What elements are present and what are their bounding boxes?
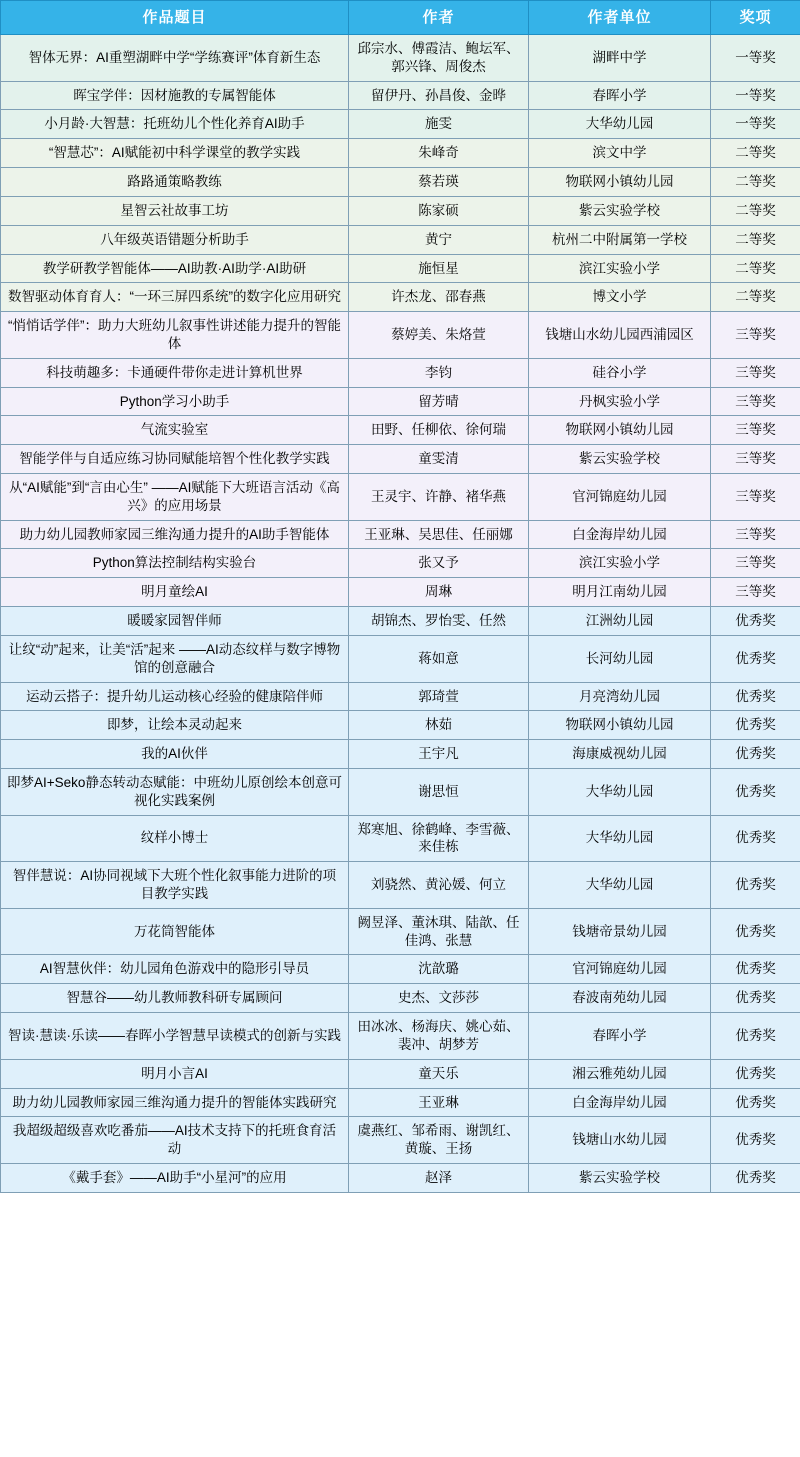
table-row bbox=[1, 139, 800, 168]
cell-author: 黄宁 bbox=[349, 225, 529, 254]
cell-title: 即梦AI+Seko静态转动态赋能：中班幼儿原创绘本创意可视化实践案例 bbox=[1, 768, 349, 815]
cell-award: 二等奖 bbox=[711, 283, 800, 312]
table-row bbox=[1, 862, 800, 909]
cell-award: 优秀奖 bbox=[711, 984, 800, 1013]
table-body bbox=[1, 35, 800, 1193]
table-row bbox=[1, 682, 800, 711]
cell-unit: 春晖小学 bbox=[529, 81, 711, 110]
table-row bbox=[1, 955, 800, 984]
cell-author: 谢思恒 bbox=[349, 768, 529, 815]
column-header-title: 作品题目 bbox=[1, 1, 349, 35]
cell-author: 史杰、文莎莎 bbox=[349, 984, 529, 1013]
cell-title: 《戴手套》——AI助手“小星河”的应用 bbox=[1, 1163, 349, 1192]
table-row bbox=[1, 110, 800, 139]
cell-award: 优秀奖 bbox=[711, 682, 800, 711]
cell-award: 二等奖 bbox=[711, 168, 800, 197]
cell-title: Python学习小助手 bbox=[1, 387, 349, 416]
cell-unit: 海康威视幼儿园 bbox=[529, 740, 711, 769]
table-header bbox=[1, 1, 800, 35]
cell-unit: 大华幼儿园 bbox=[529, 110, 711, 139]
cell-unit: 滨江实验小学 bbox=[529, 549, 711, 578]
cell-title: 从“AI赋能”到“言由心生” ——AI赋能下大班语言活动《高兴》的应用场景 bbox=[1, 474, 349, 521]
cell-unit: 白金海岸幼儿园 bbox=[529, 1088, 711, 1117]
cell-award: 优秀奖 bbox=[711, 955, 800, 984]
column-header-award: 奖项 bbox=[711, 1, 800, 35]
table-row bbox=[1, 768, 800, 815]
cell-author: 胡锦杰、罗怡雯、任然 bbox=[349, 607, 529, 636]
cell-author: 王灵宇、许静、褚华燕 bbox=[349, 474, 529, 521]
cell-author: 留伊丹、孙昌俊、金晔 bbox=[349, 81, 529, 110]
table-row bbox=[1, 196, 800, 225]
cell-author: 蒋如意 bbox=[349, 635, 529, 682]
table-row bbox=[1, 1163, 800, 1192]
table-row bbox=[1, 711, 800, 740]
cell-award: 优秀奖 bbox=[711, 862, 800, 909]
cell-author: 邱宗水、傅霞洁、鲍坛军、郭兴锋、周俊杰 bbox=[349, 35, 529, 82]
table-row bbox=[1, 35, 800, 82]
cell-title: 小月龄·大智慧：托班幼儿个性化养育AI助手 bbox=[1, 110, 349, 139]
cell-unit: 紫云实验学校 bbox=[529, 1163, 711, 1192]
cell-award: 三等奖 bbox=[711, 416, 800, 445]
table-row bbox=[1, 1088, 800, 1117]
cell-title: “悄悄话学伴”：助力大班幼儿叙事性讲述能力提升的智能体 bbox=[1, 312, 349, 359]
cell-award: 优秀奖 bbox=[711, 1013, 800, 1060]
cell-title: 数智驱动体育育人：“一环三屏四系统”的数字化应用研究 bbox=[1, 283, 349, 312]
column-header-author: 作者 bbox=[349, 1, 529, 35]
cell-title: 明月童绘AI bbox=[1, 578, 349, 607]
cell-award: 二等奖 bbox=[711, 225, 800, 254]
table-row bbox=[1, 815, 800, 862]
table-row bbox=[1, 740, 800, 769]
cell-author: 施恒星 bbox=[349, 254, 529, 283]
cell-award: 优秀奖 bbox=[711, 1163, 800, 1192]
cell-author: 许杰龙、邵春燕 bbox=[349, 283, 529, 312]
cell-award: 二等奖 bbox=[711, 254, 800, 283]
cell-unit: 官河锦庭幼儿园 bbox=[529, 955, 711, 984]
cell-award: 优秀奖 bbox=[711, 815, 800, 862]
table-row bbox=[1, 445, 800, 474]
cell-title: 明月小言AI bbox=[1, 1059, 349, 1088]
cell-unit: 春波南苑幼儿园 bbox=[529, 984, 711, 1013]
cell-author: 王宇凡 bbox=[349, 740, 529, 769]
cell-award: 三等奖 bbox=[711, 358, 800, 387]
cell-unit: 丹枫实验小学 bbox=[529, 387, 711, 416]
cell-title: 运动云搭子：提升幼儿运动核心经验的健康陪伴师 bbox=[1, 682, 349, 711]
cell-unit: 湘云雅苑幼儿园 bbox=[529, 1059, 711, 1088]
cell-award: 优秀奖 bbox=[711, 711, 800, 740]
table-row bbox=[1, 225, 800, 254]
cell-title: 智伴慧说：AI协同视域下大班个性化叙事能力进阶的项目教学实践 bbox=[1, 862, 349, 909]
cell-title: 智体无界：AI重塑湖畔中学“学练赛评”体育新生态 bbox=[1, 35, 349, 82]
cell-author: 蔡若瑛 bbox=[349, 168, 529, 197]
table-row bbox=[1, 635, 800, 682]
cell-unit: 江洲幼儿园 bbox=[529, 607, 711, 636]
cell-award: 三等奖 bbox=[711, 474, 800, 521]
cell-title: “智慧芯”：AI赋能初中科学课堂的教学实践 bbox=[1, 139, 349, 168]
cell-author: 李钧 bbox=[349, 358, 529, 387]
cell-title: 智读·慧读·乐读——春晖小学智慧早读模式的创新与实践 bbox=[1, 1013, 349, 1060]
cell-author: 田野、任柳依、徐何瑞 bbox=[349, 416, 529, 445]
cell-award: 优秀奖 bbox=[711, 1059, 800, 1088]
cell-author: 沈歆璐 bbox=[349, 955, 529, 984]
cell-unit: 滨文中学 bbox=[529, 139, 711, 168]
cell-award: 优秀奖 bbox=[711, 908, 800, 955]
table-row bbox=[1, 416, 800, 445]
cell-unit: 大华幼儿园 bbox=[529, 862, 711, 909]
cell-title: 万花筒智能体 bbox=[1, 908, 349, 955]
cell-author: 周琳 bbox=[349, 578, 529, 607]
cell-author: 郭琦萱 bbox=[349, 682, 529, 711]
cell-award: 一等奖 bbox=[711, 110, 800, 139]
cell-author: 张又予 bbox=[349, 549, 529, 578]
cell-unit: 长河幼儿园 bbox=[529, 635, 711, 682]
cell-title: 智能学伴与自适应练习协同赋能培智个性化教学实践 bbox=[1, 445, 349, 474]
cell-award: 三等奖 bbox=[711, 445, 800, 474]
cell-award: 优秀奖 bbox=[711, 768, 800, 815]
cell-author: 阙昱泽、董沐琪、陆歆、任佳鸿、张慧 bbox=[349, 908, 529, 955]
cell-title: AI智慧伙伴：幼儿园角色游戏中的隐形引导员 bbox=[1, 955, 349, 984]
cell-author: 留芳晴 bbox=[349, 387, 529, 416]
cell-unit: 钱塘帝景幼儿园 bbox=[529, 908, 711, 955]
cell-award: 优秀奖 bbox=[711, 740, 800, 769]
cell-unit: 明月江南幼儿园 bbox=[529, 578, 711, 607]
cell-unit: 紫云实验学校 bbox=[529, 196, 711, 225]
cell-award: 优秀奖 bbox=[711, 607, 800, 636]
table-header-row bbox=[1, 1, 800, 35]
cell-title: 助力幼儿园教师家园三维沟通力提升的智能体实践研究 bbox=[1, 1088, 349, 1117]
cell-title: 八年级英语错题分析助手 bbox=[1, 225, 349, 254]
cell-unit: 物联网小镇幼儿园 bbox=[529, 416, 711, 445]
table-row bbox=[1, 578, 800, 607]
cell-unit: 白金海岸幼儿园 bbox=[529, 520, 711, 549]
cell-unit: 官河锦庭幼儿园 bbox=[529, 474, 711, 521]
table-row bbox=[1, 1013, 800, 1060]
cell-author: 陈家硕 bbox=[349, 196, 529, 225]
cell-author: 童天乐 bbox=[349, 1059, 529, 1088]
cell-title: 让纹“动”起来，让美“活”起来 ——AI动态纹样与数字博物馆的创意融合 bbox=[1, 635, 349, 682]
cell-author: 郑寒旭、徐鹤峰、李雪薇、来佳栋 bbox=[349, 815, 529, 862]
cell-award: 二等奖 bbox=[711, 196, 800, 225]
cell-author: 童雯清 bbox=[349, 445, 529, 474]
cell-award: 三等奖 bbox=[711, 578, 800, 607]
cell-title: 智慧谷——幼儿教师教科研专属顾问 bbox=[1, 984, 349, 1013]
cell-title: 教学研教学智能体——AI助教·AI助学·AI助研 bbox=[1, 254, 349, 283]
table-row bbox=[1, 1059, 800, 1088]
cell-unit: 滨江实验小学 bbox=[529, 254, 711, 283]
table-row bbox=[1, 908, 800, 955]
column-header-unit: 作者单位 bbox=[529, 1, 711, 35]
cell-title: 助力幼儿园教师家园三维沟通力提升的AI助手智能体 bbox=[1, 520, 349, 549]
cell-author: 林茹 bbox=[349, 711, 529, 740]
cell-author: 田冰冰、杨海庆、姚心茹、裴冲、胡梦芳 bbox=[349, 1013, 529, 1060]
table-row bbox=[1, 254, 800, 283]
cell-unit: 春晖小学 bbox=[529, 1013, 711, 1060]
cell-award: 三等奖 bbox=[711, 520, 800, 549]
cell-award: 优秀奖 bbox=[711, 635, 800, 682]
cell-unit: 硅谷小学 bbox=[529, 358, 711, 387]
table-row bbox=[1, 283, 800, 312]
cell-unit: 钱塘山水幼儿园 bbox=[529, 1117, 711, 1164]
cell-unit: 物联网小镇幼儿园 bbox=[529, 711, 711, 740]
cell-unit: 紫云实验学校 bbox=[529, 445, 711, 474]
table-row bbox=[1, 520, 800, 549]
table-row bbox=[1, 1117, 800, 1164]
cell-title: 暖暖家园智伴师 bbox=[1, 607, 349, 636]
cell-award: 三等奖 bbox=[711, 387, 800, 416]
cell-title: 我超级超级喜欢吃番茄——AI技术支持下的托班食育活动 bbox=[1, 1117, 349, 1164]
table-row bbox=[1, 387, 800, 416]
cell-author: 施雯 bbox=[349, 110, 529, 139]
cell-award: 优秀奖 bbox=[711, 1088, 800, 1117]
cell-unit: 大华幼儿园 bbox=[529, 768, 711, 815]
cell-author: 蔡婷美、朱烙萱 bbox=[349, 312, 529, 359]
table-row bbox=[1, 81, 800, 110]
table-row bbox=[1, 312, 800, 359]
cell-author: 刘骁然、黄沁媛、何立 bbox=[349, 862, 529, 909]
cell-title: 气流实验室 bbox=[1, 416, 349, 445]
cell-unit: 月亮湾幼儿园 bbox=[529, 682, 711, 711]
table-row bbox=[1, 607, 800, 636]
cell-unit: 钱塘山水幼儿园西浦园区 bbox=[529, 312, 711, 359]
cell-award: 三等奖 bbox=[711, 312, 800, 359]
cell-unit: 杭州二中附属第一学校 bbox=[529, 225, 711, 254]
cell-unit: 大华幼儿园 bbox=[529, 815, 711, 862]
cell-unit: 物联网小镇幼儿园 bbox=[529, 168, 711, 197]
cell-award: 二等奖 bbox=[711, 139, 800, 168]
cell-title: 我的AI伙伴 bbox=[1, 740, 349, 769]
table-row bbox=[1, 984, 800, 1013]
cell-author: 朱峰奇 bbox=[349, 139, 529, 168]
cell-author: 王亚琳 bbox=[349, 1088, 529, 1117]
cell-award: 一等奖 bbox=[711, 81, 800, 110]
cell-unit: 湖畔中学 bbox=[529, 35, 711, 82]
cell-award: 三等奖 bbox=[711, 549, 800, 578]
cell-author: 虞燕红、邹希雨、谢凯红、黄璇、王扬 bbox=[349, 1117, 529, 1164]
table-row bbox=[1, 168, 800, 197]
table-row bbox=[1, 549, 800, 578]
cell-title: 晖宝学伴：因材施教的专属智能体 bbox=[1, 81, 349, 110]
cell-title: 路路通策略教练 bbox=[1, 168, 349, 197]
cell-unit: 博文小学 bbox=[529, 283, 711, 312]
cell-title: 即梦，让绘本灵动起来 bbox=[1, 711, 349, 740]
cell-title: 星智云社故事工坊 bbox=[1, 196, 349, 225]
cell-title: Python算法控制结构实验台 bbox=[1, 549, 349, 578]
cell-author: 赵泽 bbox=[349, 1163, 529, 1192]
table-row bbox=[1, 358, 800, 387]
cell-title: 科技萌趣多：卡通硬件带你走进计算机世界 bbox=[1, 358, 349, 387]
table-row bbox=[1, 474, 800, 521]
cell-award: 一等奖 bbox=[711, 35, 800, 82]
cell-award: 优秀奖 bbox=[711, 1117, 800, 1164]
cell-author: 王亚琳、吴思佳、任丽娜 bbox=[349, 520, 529, 549]
cell-title: 纹样小博士 bbox=[1, 815, 349, 862]
